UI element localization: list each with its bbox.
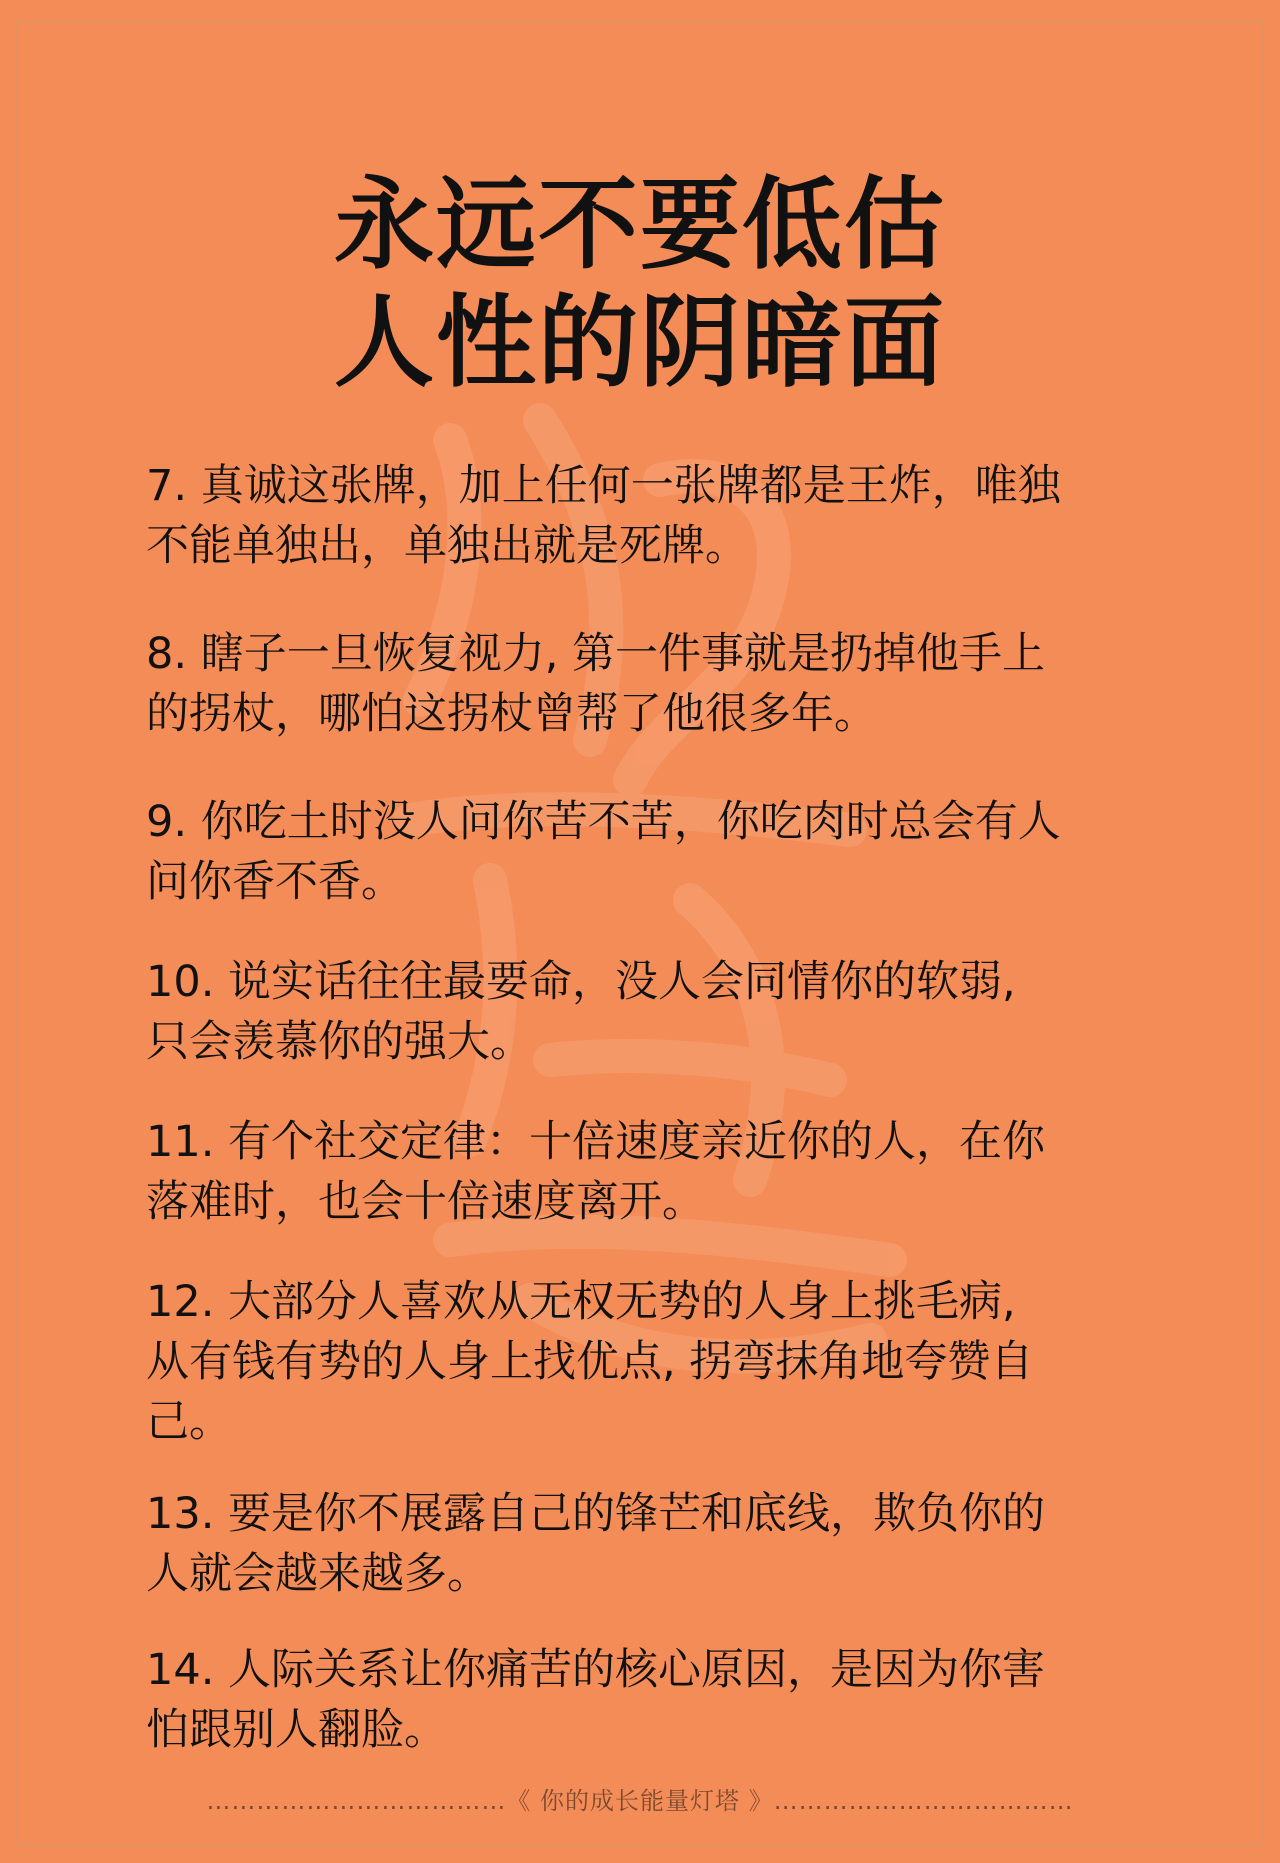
quote-line: 问你香不香。 [146,857,404,907]
quote-line: 不能单独出，单独出就是死牌。 [146,521,748,571]
quote-line: 10. 说实话往往最要命，没人会同情你的软弱, [146,957,1016,1007]
quote-item [146,1484,1146,1604]
quote-line: 从有钱有势的人身上找优点, 拐弯抹角地夸赞自 [146,1337,1034,1387]
quote-line: 的拐杖，哪怕这拐杖曾帮了他很多年。 [146,689,877,739]
quote-line: 9. 你吃土时没人问你苦不苦，你吃肉时总会有人 [146,797,1061,847]
quote-item [146,1272,1146,1452]
quote-item [146,456,1146,576]
quote-line: 14. 人际关系让你痛苦的核心原因，是因为你害 [146,1645,1046,1695]
quote-line: 7. 真诚这张牌，加上任何一张牌都是王炸，唯独 [146,461,1061,511]
quote-line: 13. 要是你不展露自己的锋芒和底线，欺负你的 [146,1489,1046,1539]
quote-line: 只会羡慕你的强大。 [146,1017,533,1067]
quote-line: 8. 瞎子一旦恢复视力, 第一件事就是扔掉他手上 [146,629,1046,679]
quote-line: 己。 [146,1397,232,1447]
quote-line: 11. 有个社交定律：十倍速度亲近你的人，在你 [146,1117,1046,1167]
title-line-2: 人性的阴暗面 [334,284,946,401]
quote-line: 12. 大部分人喜欢从无权无势的人身上挑毛病, [146,1277,1016,1327]
footer-signature: ………………………………《 你的成长能量灯塔 》……………………………… [206,1787,1074,1815]
quote-line: 怕跟别人翻脸。 [146,1705,447,1755]
quote-list [146,456,1146,1760]
quote-line: 人就会越来越多。 [146,1549,490,1599]
title-line-1: 永远不要低估 [334,166,946,283]
quote-item [146,1112,1146,1232]
quote-line: 落难时，也会十倍速度离开。 [146,1177,705,1227]
quote-item [146,1640,1146,1760]
page-title [0,166,1280,402]
quote-item [146,792,1146,912]
quote-item [146,624,1146,744]
quote-item [146,952,1146,1072]
